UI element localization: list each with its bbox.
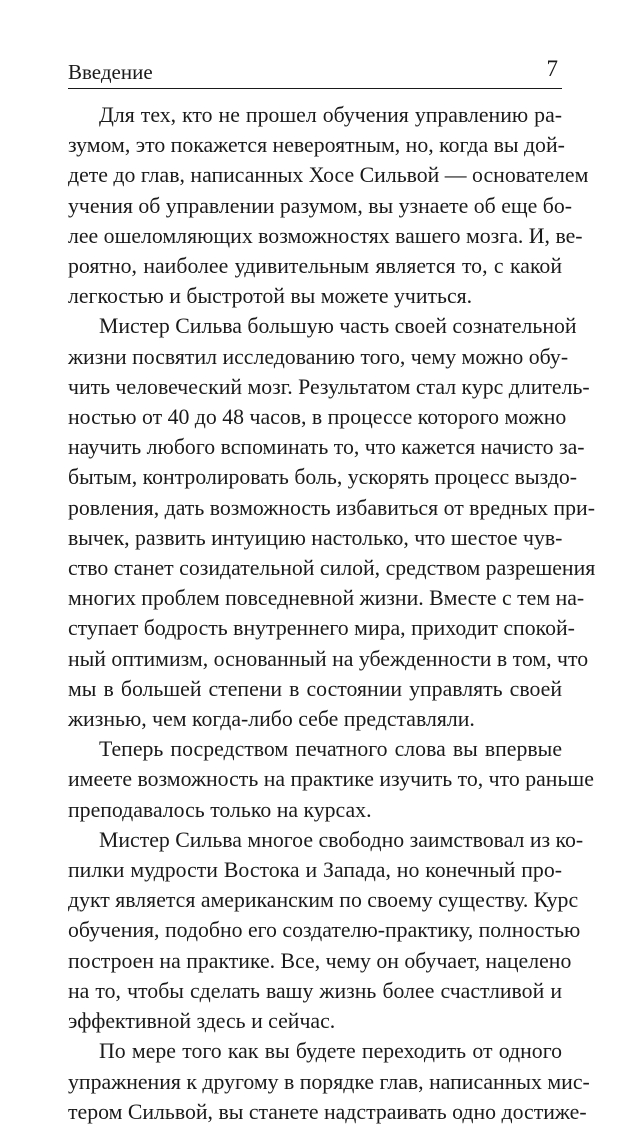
text-line: имеете возможность на практике изучить то, что раньше	[68, 767, 594, 792]
text-line: тером Сильвой, вы станете надстраивать одно достиже-	[68, 1099, 587, 1124]
text-line: эффективной здесь и сейчас.	[68, 1009, 336, 1034]
running-header	[68, 56, 562, 86]
text-line: на то, чтобы сделать вашу жизнь более счастливой и	[68, 978, 562, 1003]
chapter-title: Введение	[68, 60, 153, 84]
text-line: пилки мудрости Востока и Запада, но конечный про-	[68, 858, 562, 883]
text-line: Для тех, кто не прошел обучения управлению ра-	[99, 103, 562, 127]
text-line: ство станет созидательной силой, средством разрешения	[68, 556, 596, 581]
text-line: научить любого вспоминать то, что кажется начисто за-	[68, 435, 585, 460]
text-line: чить человеческий мозг. Результатом стал курс длитель-	[68, 374, 590, 399]
text-line: бытым, контролировать боль, ускорять процесс выздо-	[68, 465, 578, 490]
text-line: ностью от 40 до 48 часов, в процессе которого можно	[68, 405, 567, 430]
page-number: 7	[546, 56, 558, 81]
paragraph	[68, 311, 596, 734]
text-line: мы в большей степени в состоянии управлять своей	[68, 676, 562, 701]
paragraph	[68, 825, 584, 1036]
text-line: зумом, это покажется невероятным, но, когда вы дой-	[68, 133, 565, 158]
text-line: Теперь посредством печатного слова вы впервые	[99, 737, 562, 762]
text-line: построен на практике. Все, чему он обучает, нацелено	[68, 948, 572, 973]
text-line: жизнью, чем когда-либо себе представляли.	[68, 707, 475, 732]
text-line: легкостью и быстротой вы можете учиться.	[68, 284, 473, 309]
header-rule	[68, 88, 562, 89]
text-line: Мистер Сильва большую часть своей сознательной	[99, 314, 577, 339]
text-line: По мере того как вы будете переходить от одного	[99, 1039, 562, 1064]
text-line: дукт является американским по своему существу. Курс	[68, 888, 579, 913]
paragraph	[68, 1036, 590, 1127]
text-line: преподавалось только на курсах.	[68, 797, 372, 822]
text-line: роятно, наиболее удивительным является то, с какой	[68, 254, 562, 279]
text-line: лее ошеломляющих возможностях вашего мозга. И, ве-	[68, 223, 583, 248]
text-line: Мистер Сильва многое свободно заимствовал из ко-	[99, 827, 584, 852]
text-line: ровления, дать возможность избавиться от вредных при-	[68, 495, 595, 520]
text-line: дете до глав, написанных Хосе Сильвой — основателем	[68, 163, 589, 188]
body-text	[68, 100, 596, 1127]
text-line: многих проблем повседневной жизни. Вместе с тем на-	[68, 586, 585, 611]
text-line: упражнения к другому в порядке глав, написанных мис-	[68, 1069, 590, 1094]
text-line: ступает бодрость внутреннего мира, приходит спокой-	[68, 616, 575, 641]
text-line: жизни посвятил исследованию того, чему можно обу-	[68, 344, 569, 369]
text-line: обучения, подобно его создателю-практику, полностью	[68, 918, 581, 943]
text-line: вычек, развить интуицию настолько, что шестое чув-	[68, 525, 563, 550]
text-line: учения об управлении разумом, вы узнаете об еще бо-	[68, 193, 573, 218]
paragraph	[68, 100, 589, 311]
paragraph	[68, 734, 594, 825]
text-line: ный оптимизм, основанный на убежденности в том, что	[68, 646, 589, 671]
